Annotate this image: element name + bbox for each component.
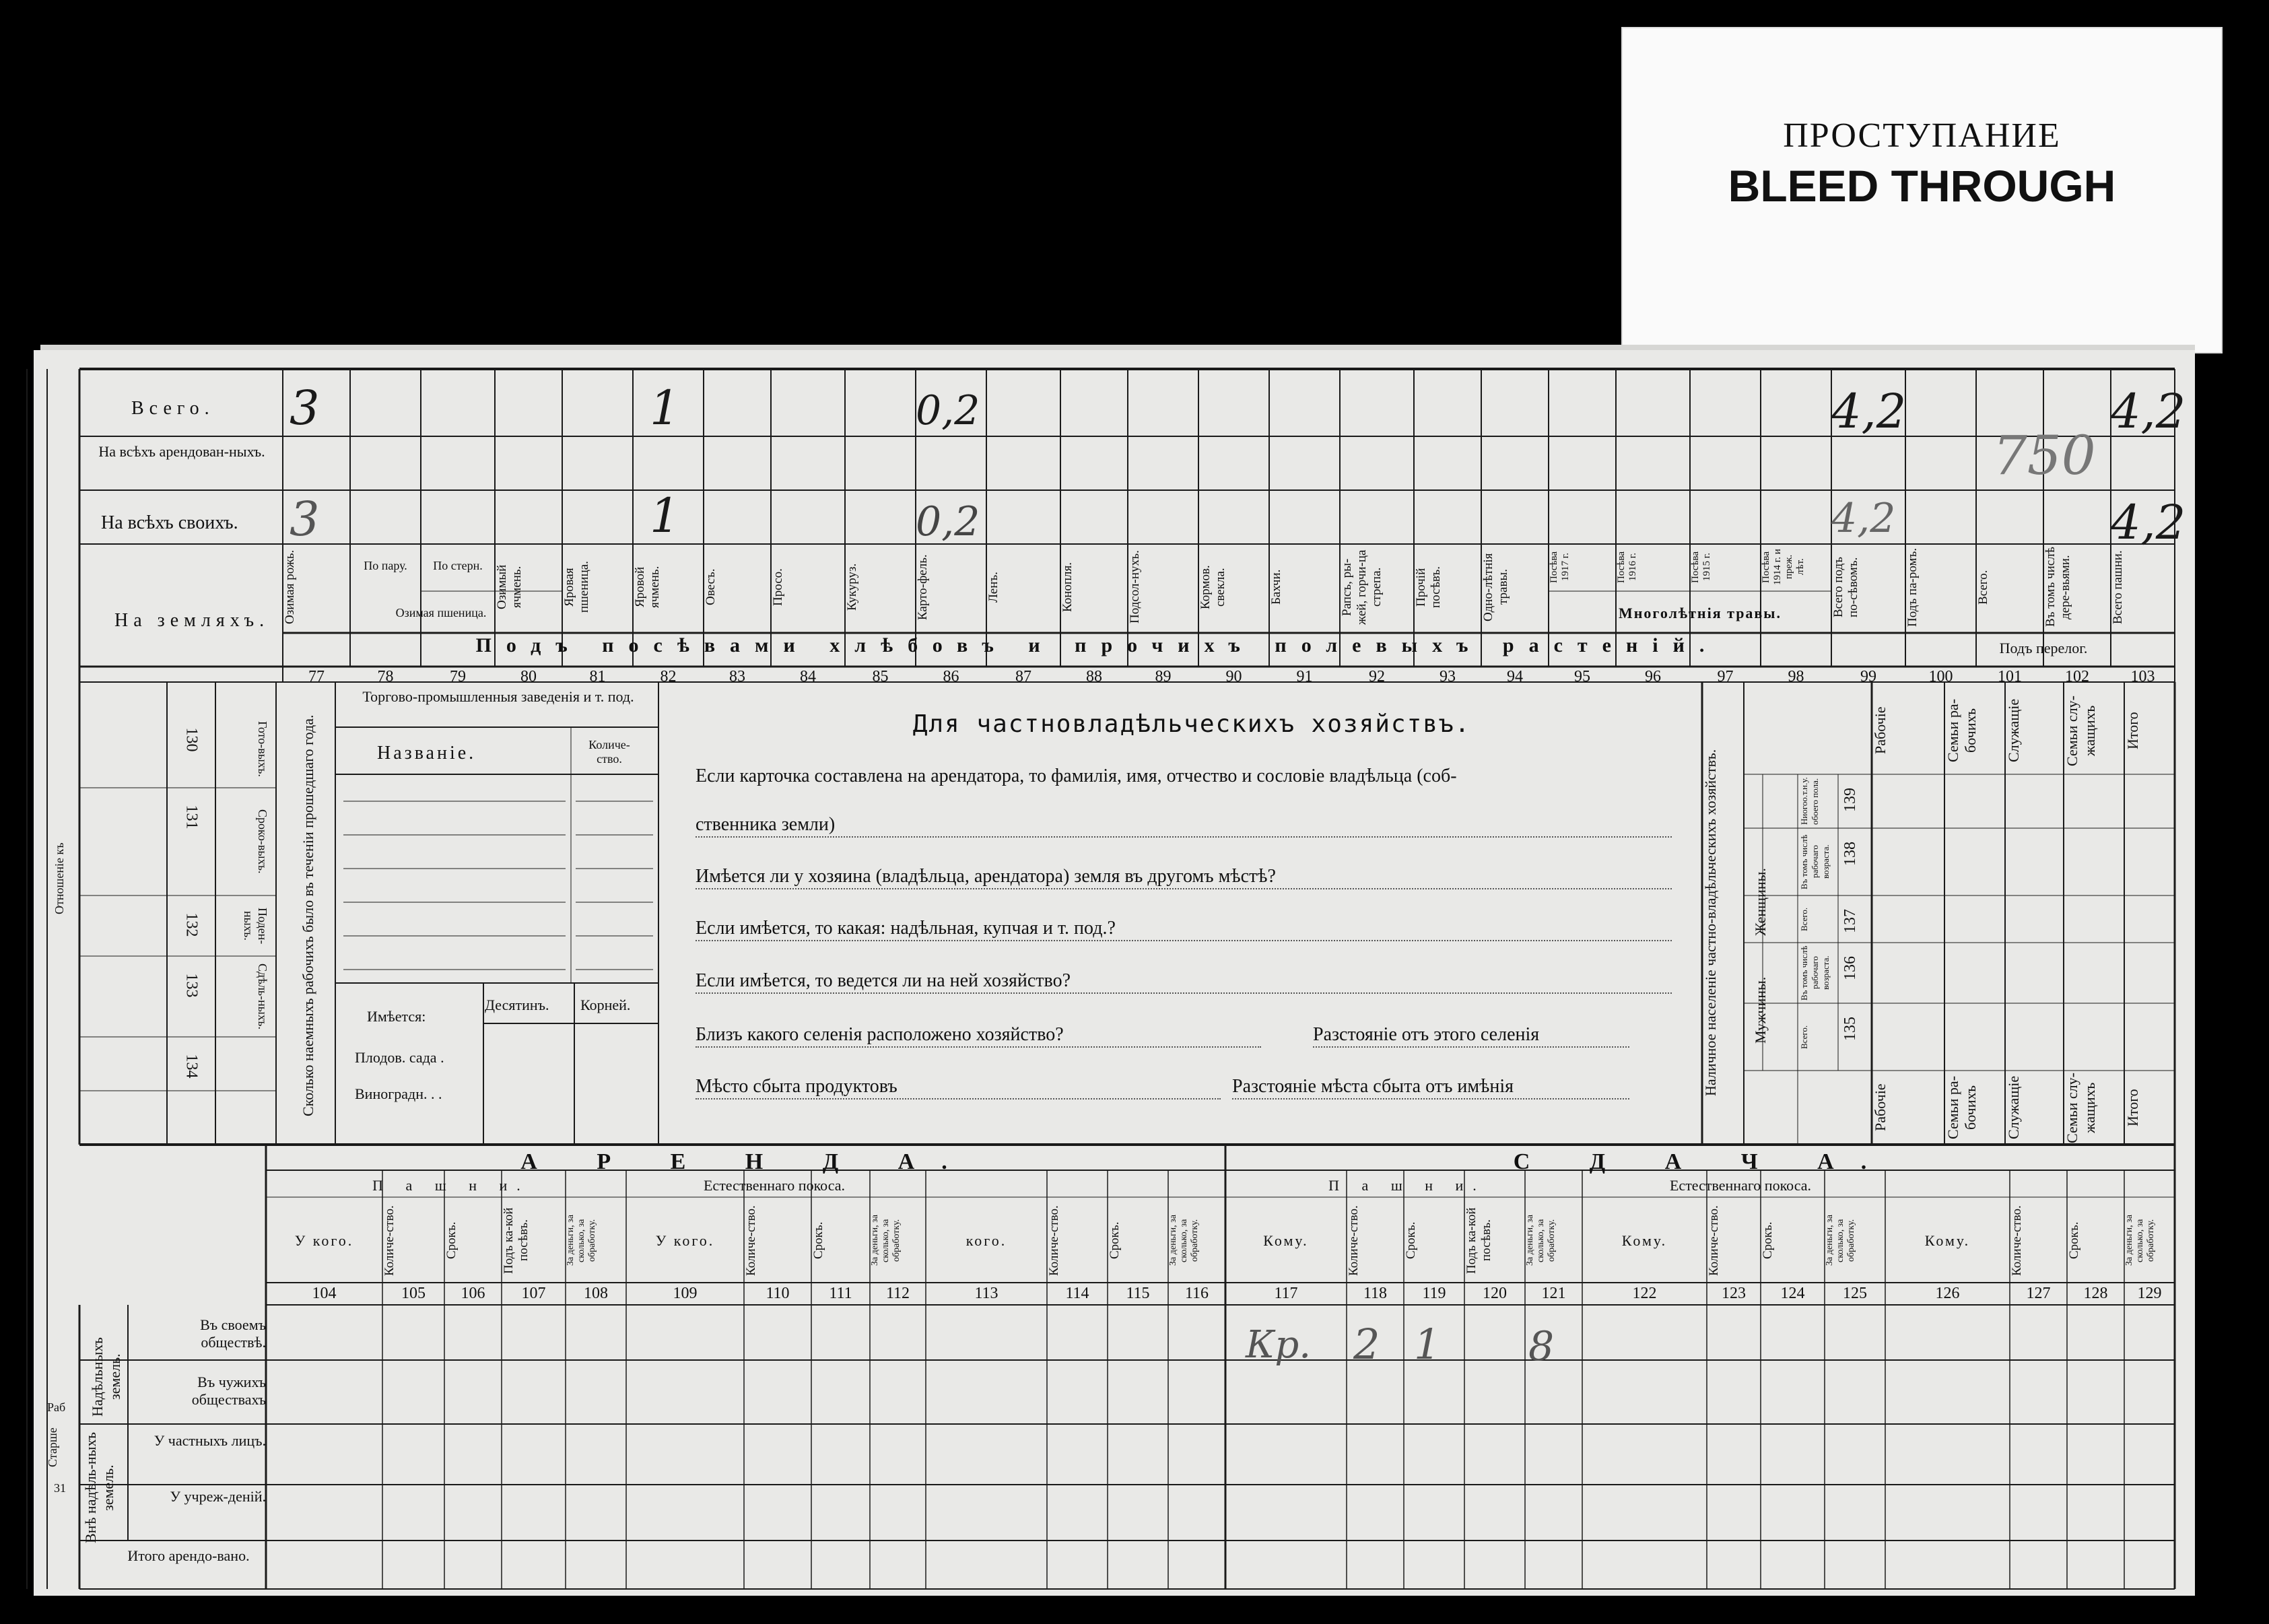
right-col-top-4: Итого: [2124, 712, 2141, 749]
hw-rented-101: 750: [1993, 424, 2096, 487]
top-number-98: 98: [1788, 668, 1804, 685]
top-number-80: 80: [520, 668, 537, 685]
hw-total-103: 4,2: [2111, 384, 2186, 439]
bot-number-124: 124: [1780, 1285, 1805, 1302]
bot-number-123: 123: [1722, 1285, 1746, 1302]
pop-num-138: 138: [1841, 842, 1859, 866]
top-number-103: 103: [2130, 668, 2155, 685]
korney-label: Корней.: [580, 996, 631, 1013]
men-label: Мужчины.: [1752, 976, 1769, 1044]
crops-band: Подъ посѣвами хлѣбовъ и прочихъ полевыхъ растенiй.: [475, 634, 1720, 656]
q-land-type: Если имѣется, то какая: надѣльная, купчая и т. под.?: [696, 917, 1672, 941]
bot-header-128: Срокъ.: [2067, 1221, 2081, 1260]
private-farm-title: Для частновладѣльческихъ хозяйствъ.: [912, 710, 1471, 738]
top-header-79: По стерн.: [433, 559, 483, 572]
right-col-top-2: Служащiе: [2005, 698, 2022, 763]
bot-header-111: Срокъ.: [811, 1221, 825, 1260]
bot-number-122: 122: [1632, 1285, 1657, 1302]
top-number-81: 81: [589, 668, 606, 685]
top-number-96: 96: [1645, 668, 1661, 685]
row-own-society: Въ своемъ обществѣ.: [200, 1316, 266, 1351]
pop-label-136: Въ томъ числѣ рабочаго возраста.: [1799, 945, 1831, 1001]
mid-num-134: 134: [182, 1054, 201, 1079]
bot-header-114: Количе-ство.: [1047, 1205, 1061, 1276]
sdacha-pashni: П а ш н и.: [1328, 1177, 1486, 1194]
q-owner-cont: ственника земли): [696, 813, 1672, 838]
bot-number-120: 120: [1483, 1285, 1507, 1302]
bot-header-117: Кому.: [1263, 1232, 1309, 1249]
sdacha-pokos: Естественнаго покоса.: [1669, 1177, 1811, 1194]
bot-header-126: Кому.: [1924, 1232, 1971, 1249]
top-number-92: 92: [1369, 668, 1385, 685]
hw-own-103: 4,2: [2111, 495, 2186, 550]
top-header-83: Овесъ.: [704, 568, 718, 606]
top-header-97: Посѣва 1915 г.: [1690, 551, 1712, 583]
row-label-total: Всего.: [131, 398, 215, 419]
bot-header-115: Срокъ.: [1108, 1221, 1122, 1260]
row-total-rented: Итого арендо-вано.: [127, 1547, 250, 1564]
allotment-group-label: Надѣльныхъ земель.: [89, 1337, 123, 1417]
top-header-80: Озимый ячмень.: [495, 564, 524, 610]
bot-header-119: Срокъ.: [1404, 1221, 1418, 1260]
bot-number-121: 121: [1541, 1285, 1566, 1302]
top-number-90: 90: [1225, 668, 1242, 685]
trade-title: Торгово-промышленныя заведенiя и т. под.: [362, 688, 634, 705]
q-other-land: Имѣется ли у хозяина (владѣльца, арендатора) земля въ другомъ мѣстѣ?: [696, 865, 1672, 889]
bot-number-129: 129: [2137, 1285, 2162, 1302]
arenda-pashni: П а ш н и.: [372, 1177, 530, 1194]
top-number-102: 102: [2065, 668, 2089, 685]
right-col-top-1: Семьи ра-бочихъ: [1944, 698, 1979, 763]
label-russian: ПРОСТУПАНИЕ: [1783, 116, 2061, 155]
top-header-101: Всего.: [1976, 570, 1990, 605]
top-number-97: 97: [1717, 668, 1734, 685]
top-header-95: Посѣва 1917 г.: [1549, 551, 1571, 583]
right-col-top-0: Рабочiе: [1872, 706, 1889, 755]
bot-number-106: 106: [461, 1285, 485, 1302]
hw-own-99: 4,2: [1831, 495, 1896, 542]
top-number-84: 84: [800, 668, 816, 685]
bot-number-125: 125: [1843, 1285, 1867, 1302]
bot-header-105: Количе-ство.: [382, 1205, 397, 1276]
bot-header-123: Количе-ство.: [1707, 1205, 1721, 1276]
top-number-101: 101: [1998, 668, 2022, 685]
bot-header-121: За деньги, за сколько, за обработку.: [1525, 1215, 1557, 1266]
mid-num-133: 133: [182, 973, 201, 998]
bot-number-118: 118: [1363, 1285, 1388, 1302]
top-number-89: 89: [1155, 668, 1172, 685]
bot-header-127: Количе-ство.: [2010, 1205, 2024, 1276]
bot-header-110: Количе-ство.: [744, 1205, 758, 1276]
hw-total-86: 0,2: [916, 387, 980, 434]
top-number-82: 82: [660, 668, 677, 685]
side-mark-rab: Раб: [47, 1400, 66, 1414]
top-header-90: Кормов. свекла.: [1198, 565, 1227, 609]
hw-own-77: 3: [290, 492, 320, 547]
population-label: Наличное населенiе частно-владѣльческихъ хозяйствъ.: [1702, 749, 1719, 1096]
top-header-77: Озимая рожь.: [283, 549, 297, 625]
top-number-86: 86: [943, 668, 959, 685]
top-header-98: Посѣва 1914 г. и преж. лѣт.: [1761, 549, 1806, 585]
bot-header-122: Кому.: [1621, 1232, 1668, 1249]
pop-label-137: Всего.: [1799, 907, 1809, 931]
trade-qty-header: Количе-ство.: [588, 738, 630, 766]
pop-num-135: 135: [1841, 1017, 1859, 1041]
hw-119: 1: [1414, 1320, 1441, 1369]
q-market: Мѣсто сбыта продуктовъ: [696, 1075, 1221, 1099]
q-village-distance: Разстоянiе отъ этого селенiя: [1313, 1023, 1629, 1048]
side-mark-starshe: Старше: [46, 1427, 59, 1468]
q-village: Близъ какого селенiя расположено хозяйство?: [696, 1023, 1261, 1048]
hw-118: 2: [1353, 1320, 1380, 1369]
top-header-103: Всего пашни.: [2111, 550, 2125, 624]
right-col-bot-2: Служащiе: [2005, 1075, 2022, 1140]
top-header-81: Яровая пшеница.: [562, 561, 591, 613]
right-col-bot-1: Семьи ра-бочихъ: [1944, 1075, 1979, 1140]
label-english: BLEED THROUGH: [1728, 161, 2116, 211]
bot-number-109: 109: [673, 1285, 698, 1302]
has-label: Имѣется:: [367, 1008, 426, 1025]
top-number-87: 87: [1015, 668, 1031, 685]
right-col-bot-3: Семьи слу-жащихъ: [2064, 1072, 2098, 1143]
mid-label-134: [222, 1044, 269, 1131]
bot-number-105: 105: [401, 1285, 426, 1302]
top-header-92: Рапсъ, ры-жей, горчи-ца стрепа.: [1340, 549, 1384, 625]
row-label-own: На всѣхъ своихъ.: [101, 512, 238, 533]
top-header-86: Карто-фель.: [916, 554, 930, 620]
right-col-top-3: Семьи слу-жащихъ: [2064, 695, 2098, 766]
top-header-85: Кукуруз.: [845, 563, 859, 611]
top-number-99: 99: [1860, 668, 1876, 685]
bot-number-107: 107: [521, 1285, 546, 1302]
top-number-93: 93: [1440, 668, 1456, 685]
mid-num-132: 132: [182, 912, 201, 937]
top-number-95: 95: [1574, 668, 1590, 685]
hw-117: Кр.: [1246, 1323, 1311, 1367]
fallow-label: Подъ перелог.: [1999, 640, 2088, 656]
row-other-society: Въ чужихъ обществахъ: [191, 1374, 266, 1408]
pop-label-135: Всего.: [1799, 1025, 1809, 1049]
sdacha-band: С Д А Ч А.: [1513, 1149, 1894, 1174]
mid-num-131: 131: [182, 805, 201, 830]
trade-name-header: Названiе.: [377, 743, 477, 764]
bot-number-110: 110: [766, 1285, 790, 1302]
bot-number-128: 128: [2083, 1285, 2108, 1302]
bot-number-113: 113: [974, 1285, 998, 1302]
mid-label-131: Сроко-выхъ.: [256, 809, 269, 874]
top-header-88: Конопля.: [1060, 562, 1075, 613]
pop-label-139: Ниогоо.т.н.у. обоего пола.: [1799, 777, 1820, 825]
winter-wheat-label: Озимая пшеница.: [395, 606, 487, 619]
top-header-82: Яровой ячмень.: [633, 566, 662, 609]
top-header-99: Всего подъ по-сѣвомъ.: [1831, 557, 1860, 617]
top-header-93: Прочiй посѣвъ.: [1414, 566, 1443, 608]
hw-121: 8: [1528, 1323, 1555, 1370]
bot-number-108: 108: [584, 1285, 608, 1302]
pop-num-139: 139: [1841, 788, 1859, 812]
top-number-83: 83: [729, 668, 745, 685]
bot-header-112: За деньги, за сколько, за обработку.: [870, 1215, 902, 1266]
bot-header-108: За деньги, за сколько, за обработку.: [566, 1215, 597, 1266]
bot-header-106: Срокъ.: [444, 1221, 459, 1260]
perennial-grasses-label: Многолѣтнiя травы.: [1618, 605, 1782, 621]
bot-header-129: За деньги, за сколько, за обработку.: [2124, 1215, 2156, 1266]
top-number-100: 100: [1928, 668, 1953, 685]
top-number-78: 78: [377, 668, 394, 685]
top-header-100: Подъ па-ромъ.: [1905, 547, 1920, 627]
pop-label-138: Въ томъ числѣ рабочаго возраста.: [1799, 834, 1831, 889]
top-number-79: 79: [450, 668, 466, 685]
row-label-lands: На земляхъ.: [114, 610, 270, 631]
bot-number-119: 119: [1422, 1285, 1446, 1302]
bot-header-107: Подъ ка-кой посѣвъ.: [502, 1207, 531, 1274]
mid-label-130: Гото-выхъ.: [256, 721, 269, 777]
q-farmed: Если имѣется, то ведется ли на ней хозяйство?: [696, 970, 1672, 994]
bot-number-127: 127: [2026, 1285, 2051, 1302]
top-number-94: 94: [1507, 668, 1523, 685]
right-col-bot-0: Рабочiе: [1872, 1083, 1889, 1132]
top-header-87: Ленъ.: [986, 572, 1001, 603]
non-allotment-group-label: Внѣ надѣль-ныхъ земель.: [82, 1432, 116, 1544]
hw-own-86: 0,2: [916, 498, 980, 545]
bot-number-104: 104: [312, 1285, 337, 1302]
top-number-88: 88: [1086, 668, 1102, 685]
row-private-persons: У частныхъ лицъ.: [154, 1432, 266, 1449]
arenda-band: А Р Е Н Д А.: [520, 1149, 974, 1174]
bot-header-118: Количе-ство.: [1347, 1205, 1361, 1276]
arenda-pokos: Естественнаго покоса.: [703, 1177, 845, 1194]
top-header-78: По пару.: [364, 559, 407, 572]
bot-header-120: Подъ ка-кой посѣвъ.: [1464, 1207, 1493, 1274]
q-owner: Если карточка составлена на арендатора, то фамилiя, имя, отчество и сословiе владѣльца (соб-: [696, 766, 1457, 786]
bot-number-117: 117: [1274, 1285, 1298, 1302]
hw-total-82: 1: [650, 380, 680, 436]
hired-workers-label: Сколько наемныхъ рабочихъ было въ теченiи прошедшаго года.: [300, 714, 316, 1117]
bot-number-126: 126: [1935, 1285, 1960, 1302]
top-header-102: Въ томъ числѣ дере-вьями.: [2043, 547, 2072, 628]
pop-num-137: 137: [1841, 909, 1859, 933]
top-header-94: Одно-лѣтнiя травы.: [1481, 553, 1510, 621]
bot-header-109: У кого.: [655, 1232, 715, 1249]
bot-header-124: Срокъ.: [1761, 1221, 1775, 1260]
desyatin-label: Десятинъ.: [485, 996, 549, 1013]
bot-header-104: У кого.: [294, 1232, 354, 1249]
pop-num-136: 136: [1841, 956, 1859, 980]
bot-number-112: 112: [885, 1285, 910, 1302]
bot-header-125: За деньги, за сколько, за обработку.: [1825, 1215, 1856, 1266]
bot-number-111: 111: [829, 1285, 852, 1302]
mid-label-132: Поден-ныхъ.: [242, 907, 269, 945]
q-market-distance: Разстоянiе мѣста сбыта отъ имѣнiя: [1232, 1075, 1629, 1099]
top-number-77: 77: [308, 668, 325, 685]
top-header-84: Просо.: [771, 568, 785, 606]
mid-label-133: Сдѣль-ныхъ.: [256, 963, 269, 1029]
bot-header-113: кого.: [966, 1232, 1007, 1249]
orchard-label: Плодов. сада .: [355, 1049, 444, 1066]
top-header-96: Посѣва 1916 г.: [1616, 551, 1638, 583]
bot-number-115: 115: [1126, 1285, 1150, 1302]
row-institutions: У учреж-денiй.: [170, 1488, 266, 1505]
top-header-91: Бахчи.: [1269, 569, 1283, 605]
mid-num-130: 130: [182, 727, 201, 752]
vineyard-label: Виноградн. . .: [355, 1085, 442, 1102]
top-number-85: 85: [872, 668, 889, 685]
hw-own-82: 1: [650, 488, 680, 543]
top-number-91: 91: [1296, 668, 1313, 685]
row-label-rented: На всѣхъ арендован-ныхъ.: [98, 443, 265, 460]
hw-total-77: 3: [290, 380, 320, 436]
relation-label: Отношенiе къ: [53, 842, 66, 915]
hw-total-99: 4,2: [1831, 384, 1907, 439]
top-header-89: Подсол-нухъ.: [1128, 550, 1142, 624]
right-col-bot-4: Итого: [2124, 1089, 2141, 1126]
bot-header-116: За деньги, за сколько, за обработку.: [1168, 1215, 1200, 1266]
bot-number-116: 116: [1184, 1285, 1209, 1302]
side-mark-31: 31: [54, 1481, 66, 1495]
women-label: Женщины.: [1752, 868, 1769, 937]
bot-number-114: 114: [1065, 1285, 1089, 1302]
